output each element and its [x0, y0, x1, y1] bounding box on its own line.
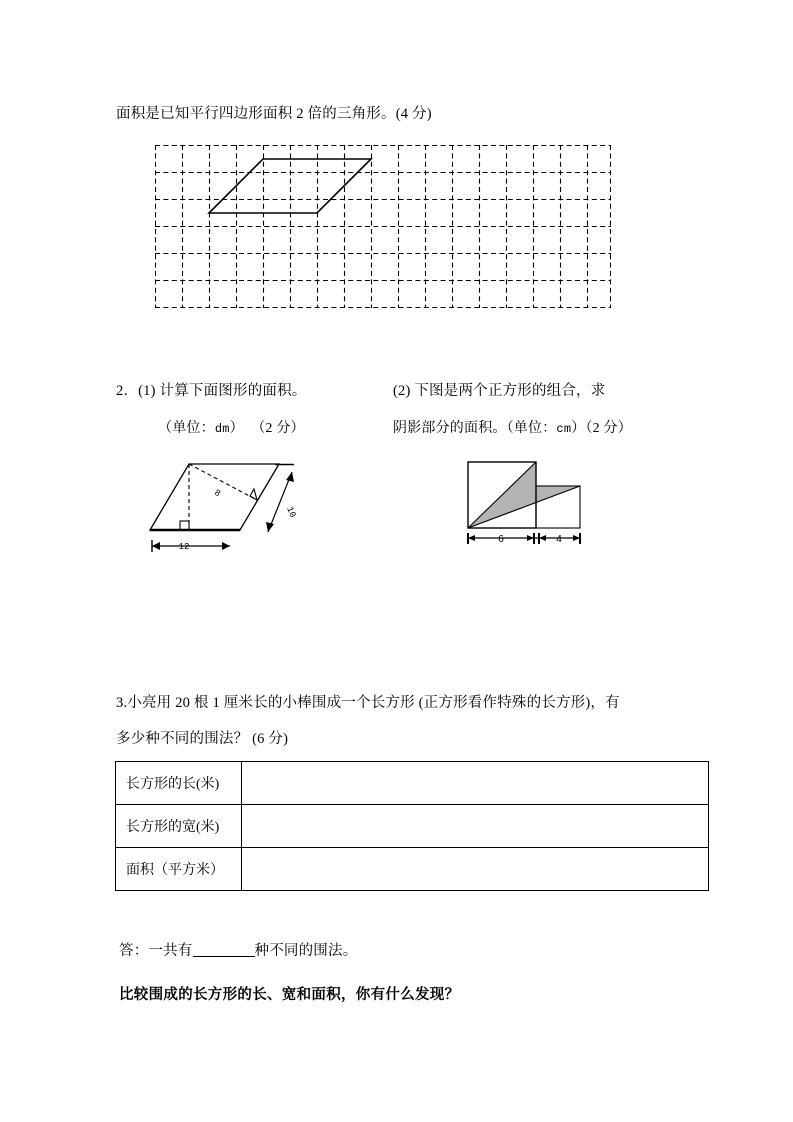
dim-arrow-4: [573, 535, 580, 541]
dashed-grid-svg: [155, 145, 611, 313]
dim-arrow-3: [539, 535, 546, 541]
unit-suffix: ）: [229, 421, 244, 436]
side-dimension-line: [268, 472, 292, 532]
side-arrow-top: [286, 472, 294, 482]
large-square-side-label: 6: [498, 534, 504, 545]
unit-value: dm: [214, 422, 230, 436]
question2-dot: ．: [123, 383, 139, 399]
dim-arrow-1: [468, 535, 475, 541]
question2-part2-label: (2): [393, 383, 411, 399]
base-arrow-left: [152, 542, 160, 550]
question2-part2-heading: [393, 381, 605, 401]
grid-lines: [155, 145, 611, 308]
question2-number: 2: [116, 383, 124, 399]
question3-answer-line: [119, 941, 357, 961]
row-label-length: 长方形的长(米): [116, 762, 242, 805]
side-arrow-bottom: [266, 522, 274, 532]
right-angle-mark-side: [250, 489, 257, 500]
question2-part1-heading: [116, 381, 307, 401]
question3-follow-up: 比较围成的长方形的长、宽和面积，你有什么发现？: [119, 987, 460, 1003]
height-to-side-line: [189, 464, 257, 500]
table-row[interactable]: [116, 762, 709, 805]
base-arrow-right: [222, 542, 230, 550]
row-label-area: 面积（平方米）: [116, 848, 242, 891]
row-value-width[interactable]: [242, 805, 709, 848]
answer-blank[interactable]: [193, 943, 255, 957]
two-squares-figure-svg: [458, 452, 602, 552]
question3-answer-table[interactable]: [115, 761, 709, 891]
question2-part1-figure: [142, 452, 318, 556]
table-row[interactable]: [116, 848, 709, 891]
parallelogram-figure-svg: [142, 452, 318, 556]
unit-prefix-2: （单位：: [506, 421, 557, 436]
row-value-area[interactable]: [242, 848, 709, 891]
question2-part2-text-line1: 下图是两个正方形的组合，求: [414, 383, 606, 399]
question2-part1-text: 计算下面图形的面积。: [159, 383, 307, 399]
question3-prompt-line1: 3.小亮用 20 根 1 厘米长的小棒围成一个长方形 (正方形看作特殊的长方形)，有: [116, 695, 620, 711]
unit-prefix: （单位：: [158, 421, 215, 436]
answer-suffix: 种不同的围法。: [254, 943, 358, 959]
question2-part1-points: （2 分）: [251, 421, 305, 436]
question2-part2-points: （2 分）: [585, 421, 632, 436]
question2-part2-text-line2: 阴影部分的面积。: [393, 421, 507, 436]
small-square-side-label: 4: [556, 534, 562, 545]
height-dimension-label: 8: [212, 487, 223, 500]
right-angle-mark-base: [180, 521, 189, 530]
question2-part2-figure: [458, 452, 602, 552]
base-dimension-label: 12: [178, 542, 190, 552]
question3-prompt-line2: 多少种不同的围法？ (6 分): [116, 731, 289, 747]
row-value-length[interactable]: [242, 762, 709, 805]
question2-part1-unit-line: [158, 419, 305, 439]
unit-suffix-2: ）: [571, 421, 586, 436]
question1-grid-figure: [155, 145, 611, 313]
unit-value-2: cm: [556, 422, 572, 436]
question1-prompt: 面积是已知平行四边形面积 2 倍的三角形。(4 分): [116, 106, 432, 122]
question2-part1-label: (1): [138, 383, 156, 399]
dim-arrow-2: [527, 535, 534, 541]
table-row[interactable]: [116, 805, 709, 848]
answer-prefix: 答：一共有: [119, 943, 193, 959]
question2-part2-unit-line: [393, 419, 632, 439]
side-dimension-label: 10: [284, 505, 298, 520]
row-label-width: 长方形的宽(米): [116, 805, 242, 848]
